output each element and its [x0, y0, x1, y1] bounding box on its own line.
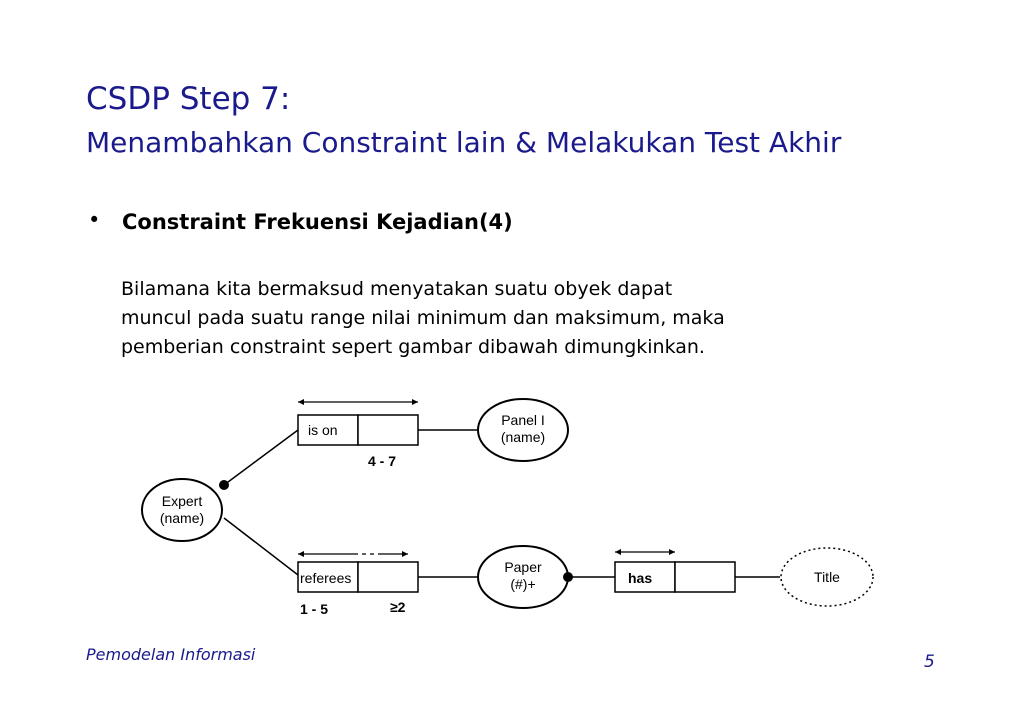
- title-entity: [781, 548, 873, 606]
- paper-entity-ref: (#)+: [510, 576, 536, 592]
- referees-constraint: ≥2: [390, 599, 406, 615]
- description-paragraph: [121, 275, 921, 362]
- bullet-heading: Constraint Frekuensi Kejadian(4): [122, 210, 513, 234]
- is-on-label: is on: [308, 422, 338, 438]
- is-on-frequency: 4 - 7: [368, 453, 397, 469]
- has-label: has: [628, 570, 653, 586]
- expert-entity-name: Expert: [161, 493, 203, 509]
- paragraph-line-1: Bilamana kita bermaksud menyatakan suatu obyek dapat: [121, 278, 673, 300]
- paragraph-line-3: pemberian constraint sepert gambar dibawah dimungkinkan.: [121, 336, 705, 358]
- referees-label: referees: [300, 570, 352, 586]
- slide-title: CSDP Step 7:: [86, 81, 291, 117]
- footer-course-name: Pemodelan Informasi: [86, 645, 256, 664]
- referees-fact: [298, 551, 418, 617]
- paper-entity: [478, 546, 573, 608]
- paper-entity-name: Paper: [504, 559, 542, 575]
- page-number: 5: [924, 652, 935, 672]
- paragraph-line-2: muncul pada suatu range nilai minimum dan maksimum, maka: [121, 307, 725, 329]
- mandatory-dot: [219, 480, 229, 490]
- bullet-symbol: •: [88, 208, 101, 232]
- mandatory-dot: [563, 572, 573, 582]
- title-entity-name: Title: [814, 569, 840, 585]
- expert-to-is-on-line: [224, 430, 298, 485]
- has-fact: [615, 549, 735, 592]
- panel-entity-ref: (name): [500, 429, 546, 445]
- expert-to-referees-line: [224, 518, 298, 575]
- expert-entity-ref: (name): [159, 510, 205, 526]
- panel-entity: [478, 399, 568, 461]
- panel-entity-name: Panel I: [501, 412, 545, 428]
- slide-subtitle: Menambahkan Constraint lain & Melakukan Test Akhir: [86, 126, 842, 159]
- referees-frequency: 1 - 5: [300, 601, 329, 617]
- expert-entity: [142, 479, 229, 541]
- orm-diagram: [140, 390, 890, 630]
- is-on-fact: [298, 399, 418, 469]
